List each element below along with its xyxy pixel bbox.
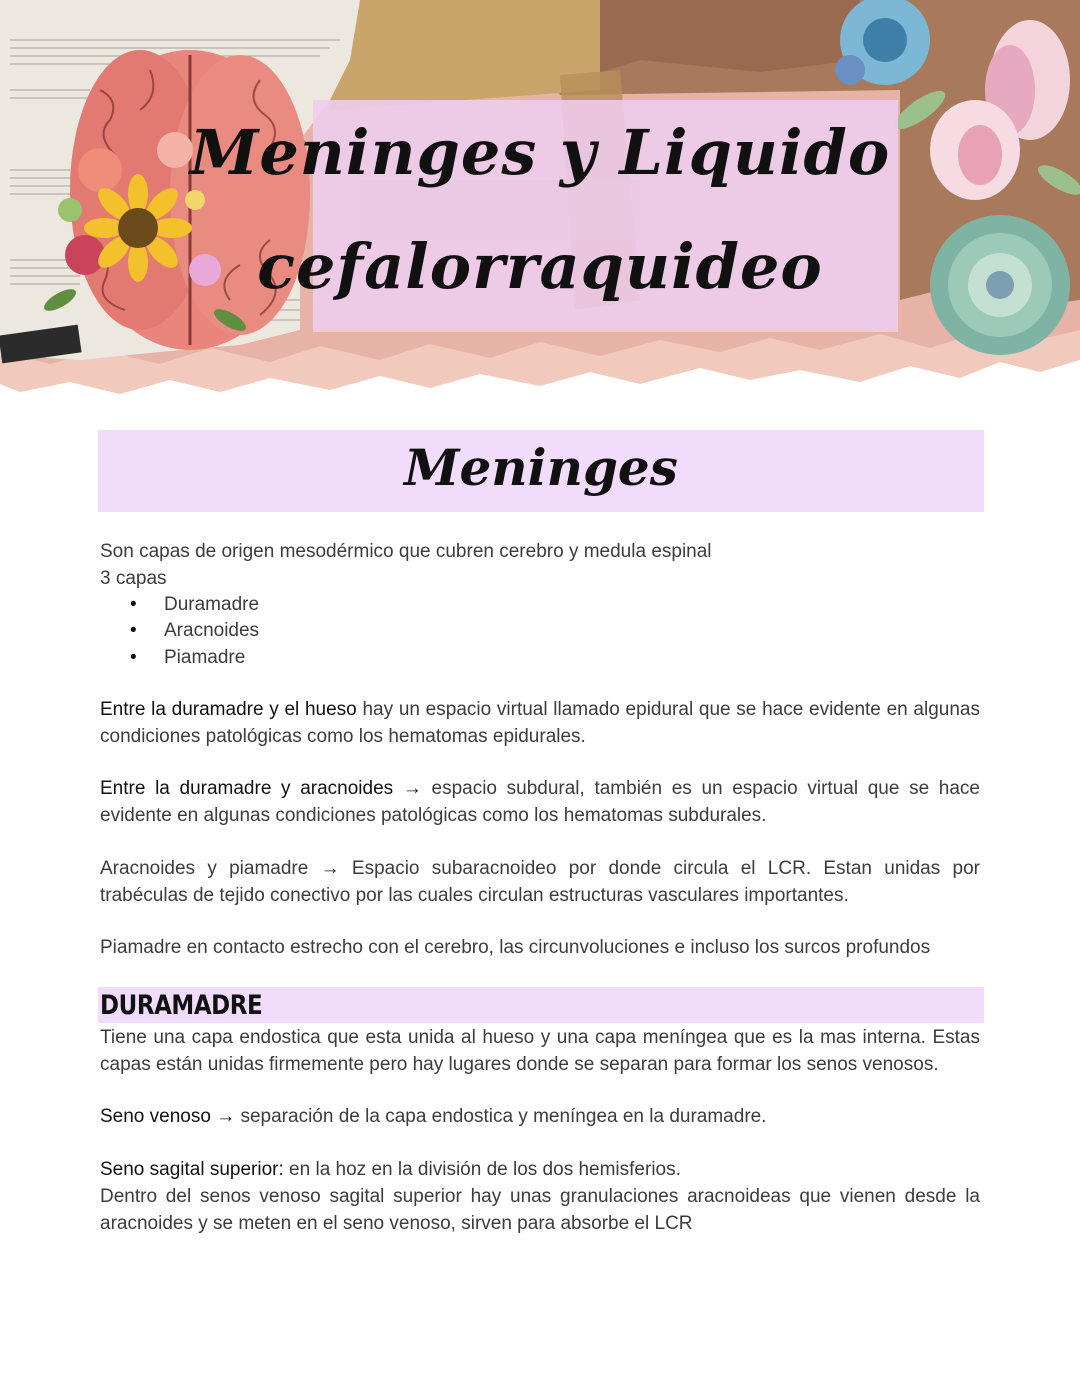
- paragraph-piamadre: Piamadre en contacto estrecho con el cerebro, las circunvoluciones e incluso los surcos profundos: [100, 937, 931, 958]
- arrow-icon: →: [210, 1106, 241, 1127]
- seno-sagital-text: Seno sagital superior: en la hoz en la división de los dos hemisferios.: [100, 1159, 681, 1180]
- section-banner: [98, 430, 984, 512]
- page-title-line2: cefalorraquideo: [257, 230, 823, 303]
- subsection-title: DURAMADRE: [100, 990, 263, 1021]
- bullet-icon: •: [130, 620, 137, 641]
- paragraph-subdural: Entre la duramadre y aracnoides → espacio subdural, también es un espacio virtual que se hace evidente en algunas condiciones patológicas como los hematomas subdurales.: [100, 778, 980, 826]
- bullet-icon: •: [130, 594, 137, 615]
- arrow-icon: →: [308, 858, 352, 879]
- list-item: • Duramadre: [130, 592, 259, 619]
- paragraph-epidural: Entre la duramadre y el hueso hay un espacio virtual llamado epidural que se hace evidente en algunas condiciones patológicas como los hematomas epidurales.: [100, 699, 980, 747]
- intro-line2: 3 capas: [100, 567, 167, 589]
- seno-venoso-text: Seno venoso → separación de la capa endostica y meníngea en la duramadre.: [100, 1106, 767, 1127]
- intro-line1: Son capas de origen mesodérmico que cubren cerebro y medula espinal: [100, 541, 712, 562]
- intro-text: [100, 539, 980, 592]
- header-collage: [0, 0, 1080, 400]
- section-title: Meninges: [404, 438, 678, 497]
- duramadre-description: Tiene una capa endostica que esta unida al hueso y una capa meníngea que es la mas interna. Estas capas están unidas firmemente pero hay lugares donde se separan para formar los senos venosos.: [100, 1027, 980, 1075]
- blue-flower: [835, 0, 930, 85]
- granulaciones-text: Dentro del senos venoso sagital superior hay unas granulaciones aracnoideas que vienen desde la aracnoides y se meten en el seno venoso, sirven para absorbe el LCR: [100, 1186, 980, 1234]
- list-item: • Piamadre: [130, 645, 245, 672]
- page-title-line1: Meninges y Liquido: [189, 116, 891, 189]
- arrow-icon: →: [393, 778, 432, 799]
- bullet-icon: •: [130, 647, 137, 668]
- paragraph-subaracnoideo: Aracnoides y piamadre → Espacio subaracnoideo por donde circula el LCR. Estan unidas por trabéculas de tejido conectivo por las cuales circulan estructuras vasculares importantes.: [100, 858, 980, 906]
- list-item: • Aracnoides: [130, 618, 259, 645]
